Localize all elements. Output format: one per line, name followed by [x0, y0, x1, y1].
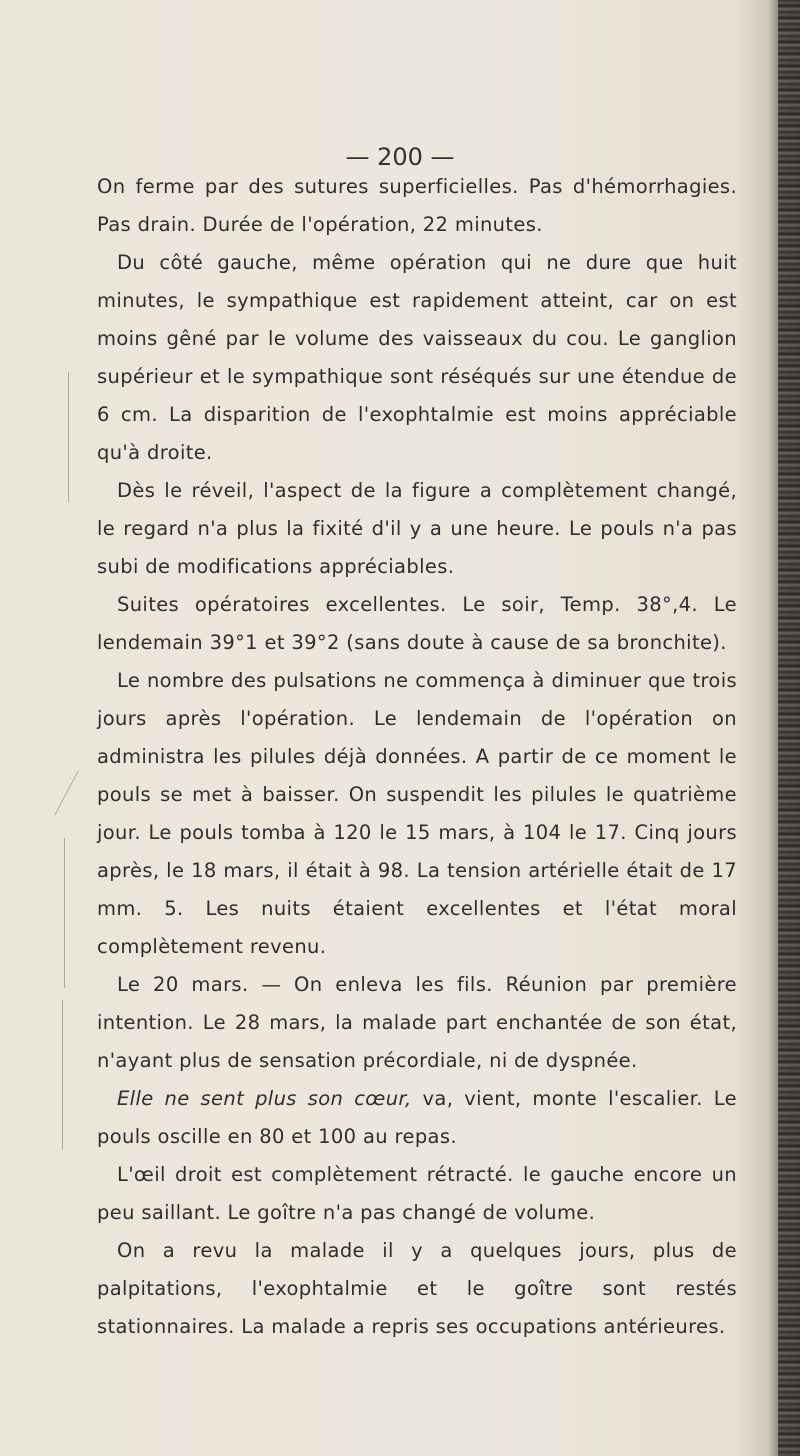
paragraph: Du côté gauche, même opération qui ne dure que huit minutes, le sympathique est rapidement atteint, car on est moins gêné par le volume des vaisseaux du cou. Le ganglion supérieur et le sympathique sont réséqués sur une étendue de 6 cm. La disparition de l'exophtalmie est moins appréciable qu'à droite. [97, 251, 737, 464]
paragraph: On a revu la malade il y a quelques jours, plus de palpitations, l'exophtalmie et le goître sont restés stationnaires. La malade a repris ses occupations antérieures. [97, 1239, 737, 1338]
paragraph: Le 20 mars. — On enleva les fils. Réunion par première intention. Le 28 mars, la malade part enchantée de son état, n'ayant plus de sensation précordiale, ni de dyspnée. [97, 973, 737, 1072]
paragraph: Dès le réveil, l'aspect de la figure a complètement changé, le regard n'a plus la fixité d'il y a une heure. Le pouls n'a pas subi de modifications appréciables. [97, 479, 737, 578]
page-edge-shadow [778, 0, 800, 1456]
page-number: — 200 — [345, 143, 455, 171]
paragraph-text: va, vient, monte l'escalier. Le pouls oscille en 80 et 100 au repas. [97, 1087, 737, 1148]
italic-phrase: Elle ne sent plus son cœur, [117, 1087, 412, 1110]
pencil-mark [62, 1000, 63, 1150]
pencil-mark [64, 838, 65, 988]
paragraph [97, 1080, 737, 1156]
page-body [97, 168, 737, 1346]
paragraph: On ferme par des sutures superficielles. Pas d'hémorrhagies. Pas drain. Durée de l'opération, 22 minutes. [97, 175, 737, 236]
paragraph: Suites opératoires excellentes. Le soir, Temp. 38°,4. Le lendemain 39°1 et 39°2 (sans doute à cause de sa bronchite). [97, 593, 737, 654]
paragraph: Le nombre des pulsations ne commença à diminuer que trois jours après l'opération. Le lendemain de l'opération on administra les pilules déjà données. A partir de ce moment le pouls se met à baisser. On suspendit les pilules le quatrième jour. Le pouls tomba à 120 le 15 mars, à 104 le 17. Cinq jours après, le 18 mars, il était à 98. La tension artérielle était de 17 mm. 5. Les nuits étaient excellentes et l'état moral complètement revenu. [97, 669, 737, 958]
pencil-mark [54, 771, 78, 816]
pencil-mark [68, 372, 69, 502]
paragraph: L'œil droit est complètement rétracté. le gauche encore un peu saillant. Le goître n'a pas changé de volume. [97, 1163, 737, 1224]
